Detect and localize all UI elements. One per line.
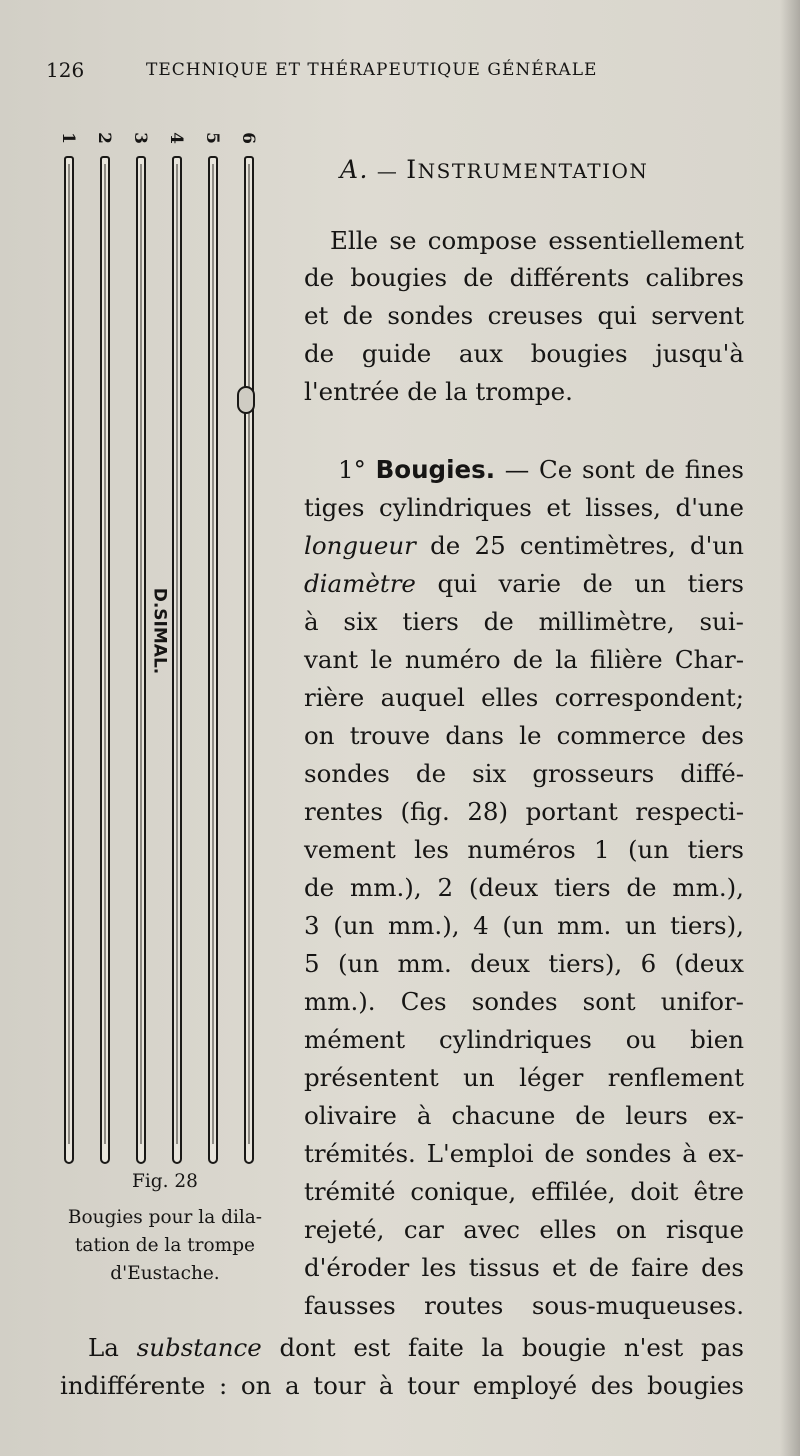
word: compose — [427, 226, 538, 255]
word: 6 — [640, 949, 657, 978]
word: de — [512, 645, 544, 674]
word: un — [624, 911, 657, 940]
word: rière — [304, 683, 365, 712]
word: mm.), — [672, 873, 744, 902]
word: de — [582, 569, 613, 598]
engraver-signature: D.SIMAL. — [149, 587, 170, 675]
word: différents — [509, 263, 630, 292]
word: deux — [470, 949, 530, 978]
word: trémité — [304, 1177, 396, 1206]
word: 2 — [437, 873, 454, 902]
text-line — [304, 1291, 744, 1320]
word: employé — [472, 1371, 578, 1400]
word: et — [546, 493, 571, 522]
text-line — [60, 1371, 744, 1400]
word: cylindriques — [379, 493, 532, 522]
rod-number-4: 4 — [166, 132, 186, 144]
word: varie — [498, 569, 561, 598]
word: de — [483, 607, 514, 636]
word: mm.). — [304, 987, 376, 1016]
word: substance — [136, 1333, 262, 1362]
word: d'un — [689, 531, 744, 560]
word: Ce — [539, 455, 573, 484]
word: commerce — [556, 721, 687, 750]
word: (un — [627, 835, 670, 864]
word: (deux — [468, 873, 539, 902]
word: L'emploi — [426, 1139, 534, 1168]
word: dans — [445, 721, 504, 750]
word: Bougies. — [375, 455, 495, 484]
word: les — [414, 835, 449, 864]
word: mm.), — [387, 911, 460, 940]
word: unifor- — [660, 987, 744, 1016]
word: doit — [630, 1177, 679, 1206]
word: de — [304, 873, 335, 902]
text-line — [304, 1215, 744, 1244]
word: être — [693, 1177, 744, 1206]
text-line — [304, 835, 744, 864]
text-line — [304, 1063, 744, 1092]
word: tour — [313, 1371, 366, 1400]
word: elles — [481, 683, 539, 712]
word: 1° — [338, 455, 366, 484]
word: car — [403, 1215, 444, 1244]
word: bougie — [521, 1333, 607, 1362]
rod-number-1: 1 — [58, 132, 78, 144]
word: la — [481, 1333, 505, 1362]
word: (un — [338, 949, 380, 978]
word: de — [415, 759, 447, 788]
word: sous-muqueuses. — [531, 1291, 744, 1320]
word: et — [304, 301, 329, 330]
word: vement — [304, 835, 396, 864]
word: 25 — [474, 531, 506, 560]
word: tiers — [687, 835, 744, 864]
word: de — [626, 873, 657, 902]
text-line — [304, 949, 744, 978]
word: sui- — [699, 607, 744, 636]
text-line — [338, 455, 744, 484]
word: Elle — [330, 226, 379, 255]
word: 3 — [304, 911, 320, 940]
word: calibres — [645, 263, 744, 292]
word: de — [544, 1139, 575, 1168]
word: de — [304, 263, 335, 292]
page-header — [46, 58, 770, 88]
word: des — [701, 1253, 744, 1282]
text-line — [304, 301, 744, 330]
text-line — [304, 569, 744, 598]
word: sont — [582, 455, 635, 484]
word: tiers), — [548, 949, 623, 978]
word: de — [644, 455, 675, 484]
word: rejeté, — [304, 1215, 385, 1244]
word: d'éroder — [304, 1253, 410, 1282]
word: guide — [361, 339, 432, 368]
word: sont — [582, 987, 636, 1016]
word: on — [615, 1215, 647, 1244]
word: conique, — [410, 1177, 517, 1206]
word: vant — [304, 645, 359, 674]
word: Ces — [400, 987, 447, 1016]
word: respecti- — [635, 797, 744, 826]
word: de — [588, 1253, 619, 1282]
word: cylindriques — [439, 1025, 592, 1054]
word: creuses — [487, 301, 584, 330]
word: (un — [333, 911, 375, 940]
text-line — [88, 1333, 744, 1362]
word: lisses, — [585, 493, 661, 522]
word: de — [304, 339, 335, 368]
page-edge-shadow — [780, 0, 800, 1456]
word: mm. — [557, 911, 612, 940]
word: a — [285, 1371, 300, 1400]
figure-caption-line: tation de la trompe — [75, 1235, 255, 1256]
word: faire — [631, 1253, 689, 1282]
word: essentiellement — [548, 226, 744, 255]
word: (fig. — [400, 797, 450, 826]
word: à — [682, 1139, 697, 1168]
word: trémités. — [304, 1139, 416, 1168]
word: diffé- — [680, 759, 744, 788]
word: la — [555, 645, 578, 674]
text-line — [304, 1101, 744, 1130]
word: tiers — [402, 607, 459, 636]
word: tissus — [468, 1253, 540, 1282]
text-line — [304, 339, 744, 368]
text-line — [304, 683, 744, 712]
word: le — [519, 721, 542, 750]
word: n'est — [623, 1333, 684, 1362]
word: 1 — [594, 835, 610, 864]
word: jusqu'à — [655, 339, 744, 368]
word: l'entrée de la trompe. — [304, 377, 573, 406]
word: un — [463, 1063, 495, 1092]
word: mm.), — [350, 873, 422, 902]
word: routes — [424, 1291, 504, 1320]
figure-28-bougies — [52, 128, 292, 1148]
text-line — [304, 263, 744, 292]
word: le — [370, 645, 393, 674]
text-line — [304, 987, 744, 1016]
word: bien — [690, 1025, 744, 1054]
word: tiges — [304, 493, 365, 522]
text-line — [304, 493, 744, 522]
word: 5 — [304, 949, 320, 978]
bougie-rod-2 — [100, 156, 110, 1164]
text-line — [304, 1177, 744, 1206]
word: Char- — [674, 645, 744, 674]
word: pas — [701, 1333, 744, 1362]
word: 4 — [473, 911, 489, 940]
word: auquel — [380, 683, 465, 712]
word: sondes — [471, 987, 558, 1016]
word: tiers — [687, 569, 744, 598]
word: six — [343, 607, 378, 636]
word: est — [353, 1333, 391, 1362]
word: de — [342, 301, 373, 330]
word: se — [389, 226, 417, 255]
word: léger — [519, 1063, 584, 1092]
word: millimètre, — [538, 607, 675, 636]
word: de — [430, 531, 461, 560]
bougie-rod-6 — [244, 156, 254, 1164]
word: diamètre — [304, 569, 416, 598]
word: servent — [651, 301, 744, 330]
word: les — [421, 1253, 457, 1282]
word: renflement — [607, 1063, 744, 1092]
word: leurs — [625, 1101, 688, 1130]
word: : — [218, 1371, 228, 1400]
word: chacune — [451, 1101, 556, 1130]
word: bougies — [647, 1371, 744, 1400]
word: sondes — [585, 1139, 672, 1168]
section-title: A. — INSTRUMENTATION — [340, 155, 649, 184]
text-line — [330, 226, 744, 255]
word: qui — [597, 301, 637, 330]
text-line — [304, 873, 744, 902]
word: numéros — [467, 835, 576, 864]
rod-number-2: 2 — [94, 132, 114, 144]
word: d'une — [675, 493, 744, 522]
word: centimètres, — [519, 531, 676, 560]
word: trouve — [349, 721, 431, 750]
word: dont — [279, 1333, 336, 1362]
word: tour — [407, 1371, 460, 1400]
word: tiers), — [670, 911, 744, 940]
word: La — [88, 1333, 119, 1362]
text-line — [304, 911, 744, 940]
bougie-rod-5 — [208, 156, 218, 1164]
word: (un — [502, 911, 544, 940]
word: des — [590, 1371, 634, 1400]
word: grosseurs — [532, 759, 655, 788]
figure-caption-line: Bougies pour la dila- — [67, 1207, 263, 1228]
word: faite — [408, 1333, 464, 1362]
text-line — [304, 797, 744, 826]
word: indifférente — [60, 1371, 206, 1400]
word: effilée, — [531, 1177, 616, 1206]
word: rentes — [304, 797, 383, 826]
text-line — [304, 721, 744, 750]
word: qui — [437, 569, 477, 598]
word: fines — [684, 455, 744, 484]
word: ex- — [707, 1139, 744, 1168]
word: à — [416, 1101, 432, 1130]
page-number: 126 — [46, 58, 85, 82]
word: ex- — [707, 1101, 744, 1130]
word: bougies — [350, 263, 448, 292]
word: numéro — [404, 645, 501, 674]
word: portant — [525, 797, 618, 826]
word: on — [240, 1371, 272, 1400]
word: olivaire — [304, 1101, 397, 1130]
word: aux — [458, 339, 504, 368]
figure-caption-line: d'Eustache. — [110, 1263, 220, 1284]
rod-number-3: 3 — [130, 132, 150, 144]
word: ou — [625, 1025, 657, 1054]
word: tiers — [554, 873, 611, 902]
word: et — [552, 1253, 577, 1282]
word: correspondent; — [554, 683, 744, 712]
word: longueur — [304, 531, 416, 560]
word: avec — [463, 1215, 520, 1244]
text-line — [304, 759, 744, 788]
text-line — [304, 1253, 744, 1282]
rod-number-5: 5 — [202, 132, 222, 144]
word: (deux — [674, 949, 744, 978]
text-line — [304, 531, 744, 560]
word: des — [701, 721, 744, 750]
word: bougies — [530, 339, 628, 368]
figure-caption-label: Fig. 28 — [132, 1171, 198, 1192]
running-title: TECHNIQUE ET THÉRAPEUTIQUE GÉNÉRALE — [146, 60, 598, 80]
word: on — [304, 721, 335, 750]
word: 28) — [467, 797, 509, 826]
text-line — [304, 645, 744, 674]
word: à — [304, 607, 319, 636]
word: fausses — [304, 1291, 396, 1320]
olive-swelling — [237, 386, 255, 414]
word: présentent — [304, 1063, 439, 1092]
text-line — [304, 607, 744, 636]
word: de — [463, 263, 494, 292]
word: filière — [589, 645, 663, 674]
text-line — [304, 1139, 744, 1168]
word: à — [378, 1371, 394, 1400]
text-line — [304, 1025, 744, 1054]
word: de — [575, 1101, 606, 1130]
rod-number-6: 6 — [238, 132, 258, 144]
word: six — [472, 759, 507, 788]
word: sondes — [387, 301, 474, 330]
text-line — [304, 377, 604, 406]
word: mément — [304, 1025, 406, 1054]
bougie-rod-1 — [64, 156, 74, 1164]
word: un — [634, 569, 666, 598]
word: — — [504, 455, 530, 484]
word: mm. — [397, 949, 452, 978]
word: elles — [539, 1215, 597, 1244]
word: sondes — [304, 759, 390, 788]
word: risque — [665, 1215, 744, 1244]
